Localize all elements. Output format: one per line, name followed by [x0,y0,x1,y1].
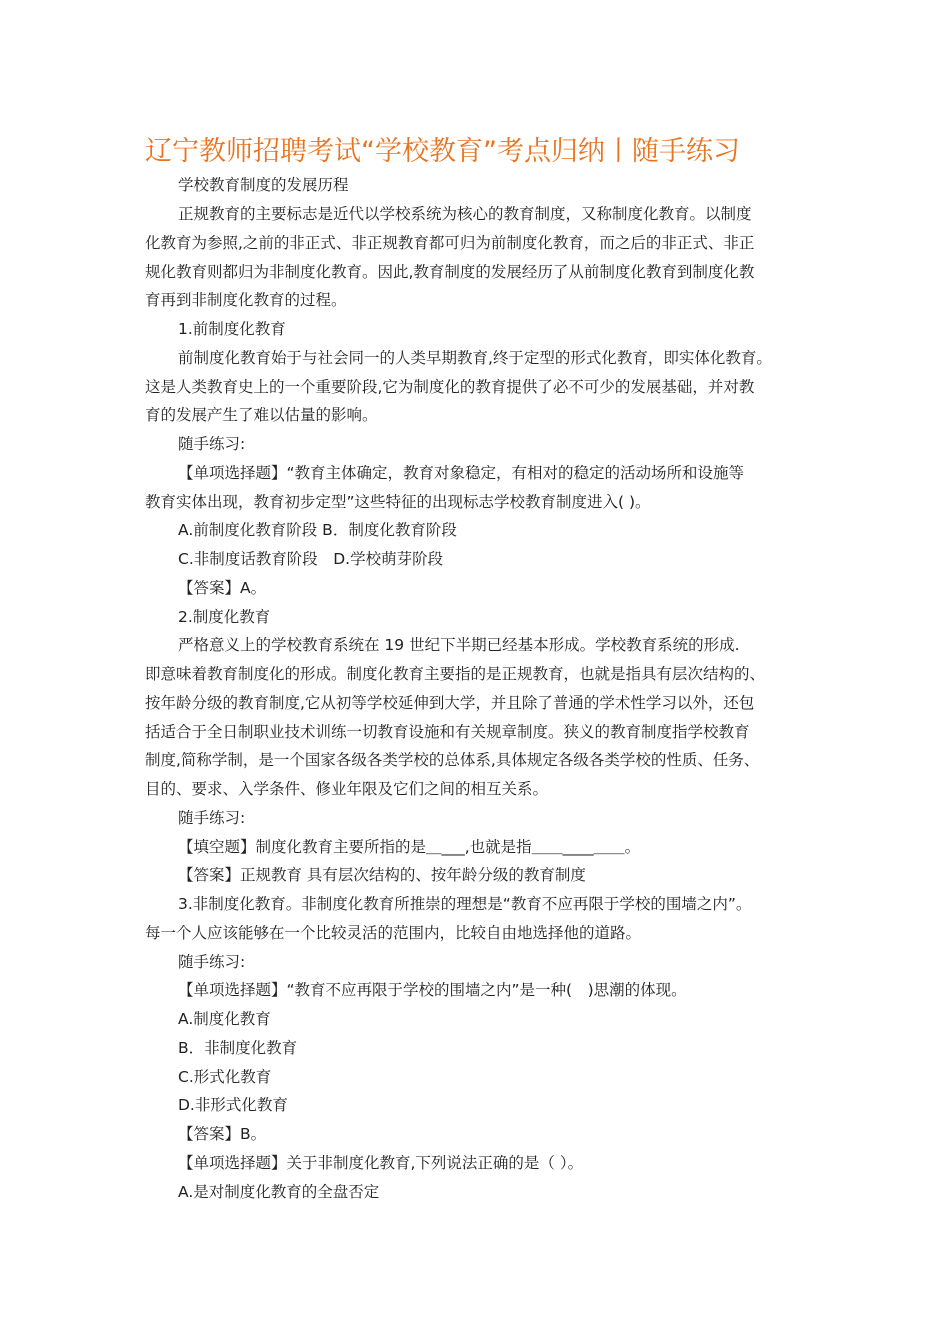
question-line: 【单项选择题】关于非制度化教育,下列说法正确的是（ ）。 [178,1154,584,1172]
option-line: D.非形式化教育 [178,1096,288,1114]
option-line: A.是对制度化教育的全盘否定 [178,1183,380,1201]
option-line: C.形式化教育 [178,1068,272,1086]
option-line: B．非制度化教育 [178,1039,298,1057]
paragraph-line: 育再到非制度化教育的过程。 [145,291,347,309]
practice-label: 随手练习: [178,435,246,453]
section-heading: 2.制度化教育 [178,608,271,626]
paragraph-line: 括适合于全日制职业技术训练一切教育设施和有关规章制度。狭义的教育制度指学校教育 [145,723,750,741]
option-line: A.前制度化教育阶段 B．制度化教育阶段 [178,521,457,539]
option-line: A.制度化教育 [178,1010,271,1028]
answer-line: 【答案】A。 [178,579,267,597]
practice-label: 随手练习: [178,953,246,971]
question-line: 【单项选择题】“教育主体确定，教育对象稳定，有相对的稳定的活动场所和设施等 [178,464,745,482]
paragraph-line: 前制度化教育始于与社会同一的人类早期教育,终于定型的形式化教育，即实体化教育。 [178,349,772,367]
paragraph-line: 按年龄分级的教育制度,它从初等学校延伸到大学，并且除了普通的学术性学习以外，还包 [145,694,755,712]
paragraph-line: 正规教育的主要标志是近代以学校系统为核心的教育制度，又称制度化教育。以制度 [178,205,752,223]
question-line: 教育实体出现，教育初步定型”这些特征的出现标志学校教育制度进入( )。 [145,493,651,511]
section-heading: 1.前制度化教育 [178,320,286,338]
option-line: C.非制度话教育阶段 D.学校萌芽阶段 [178,550,444,568]
paragraph-line: 这是人类教育史上的一个重要阶段,它为制度化的教育提供了必不可少的发展基础，并对教 [145,378,755,396]
paragraph-line: 即意味着教育制度化的形成。制度化教育主要指的是正规教育，也就是指具有层次结构的、 [145,665,766,683]
paragraph-line: 目的、要求、入学条件、修业年限及它们之间的相互关系。 [145,780,549,798]
paragraph-line: 规化教育则都归为非制度化教育。因此,教育制度的发展经历了从前制度化教育到制度化教 [145,263,755,281]
section-heading: 学校教育制度的发展历程 [178,176,349,194]
document-title: 辽宁教师招聘考试“学校教育”考点归纳丨随手练习 [145,136,740,167]
answer-line: 【答案】正规教育 具有层次结构的、按年龄分级的教育制度 [178,866,586,884]
paragraph-line: 每一个人应该能够在一个比较灵活的范围内，比较自由地选择他的道路。 [145,924,642,942]
paragraph-line: 化教育为参照,之前的非正式、非正规教育都可归为前制度化教育，而之后的非正式、非正 [145,234,755,252]
question-line: 【单项选择题】“教育不应再限于学校的围墙之内”是一种( )思潮的体现。 [178,981,687,999]
paragraph-line: 严格意义上的学校教育系统在 19 世纪下半期已经基本形成。学校教育系统的形成. [178,636,740,654]
paragraph-line: 育的发展产生了难以估量的影响。 [145,406,378,424]
practice-label: 随手练习: [178,809,246,827]
question-line: 【填空题】制度化教育主要所指的是＿___,也就是指＿＿____＿＿。 [178,838,641,856]
paragraph-line: 制度,简称学制，是一个国家各级各类学校的总体系,具体规定各级各类学校的性质、任务、 [145,751,760,769]
answer-line: 【答案】B。 [178,1125,267,1143]
section-heading: 3.非制度化教育。非制度化教育所推崇的理想是“教育不应再限于学校的围墙之内”。 [178,895,752,913]
